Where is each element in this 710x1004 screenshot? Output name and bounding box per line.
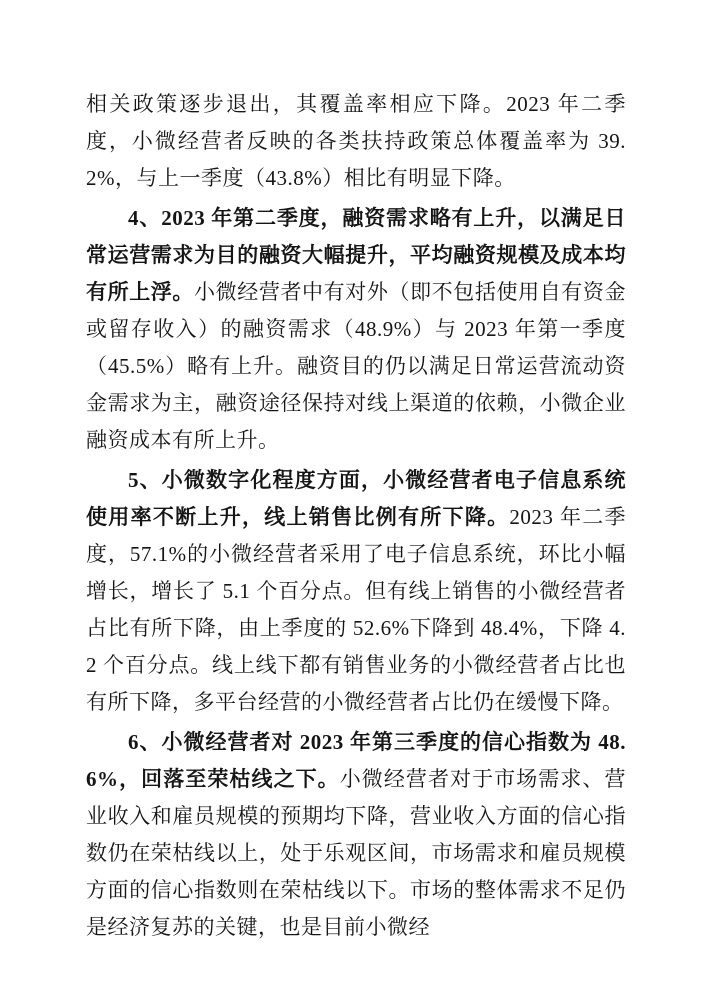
paragraph-4-financing-demand <box>86 200 626 459</box>
bold-text-run: 6、小微经营者对 2023 年第三季度的信心指数为 48.6%，回落至荣枯线之下。 <box>86 730 626 791</box>
bold-text-run: 5、小微数字化程度方面，小微经营者电子信息系统使用率不断上升，线上销售比例有所下降。 <box>86 468 626 529</box>
paragraph-policy-coverage-continuation <box>86 86 626 197</box>
text-run: 相关政策逐步退出，其覆盖率相应下降。2023 年二季度，小微经营者反映的各类扶持政策总体覆盖率为 39.2%，与上一季度（43.8%）相比有明显下降。 <box>86 92 626 190</box>
bold-text-run: 4、2023 年第二季度，融资需求略有上升，以满足日常运营需求为目的融资大幅提升，平均融资规模及成本均有所上浮。 <box>86 206 626 304</box>
text-block <box>86 86 626 949</box>
text-run: 小微经营者中有对外（即不包括使用自有资金或留存收入）的融资需求（48.9%）与 2023 年第一季度（45.5%）略有上升。融资目的仍以满足日常运营流动资金需求为主，融资途径保持对线上渠道的依赖，小微企业融资成本有所上升。 <box>86 280 627 452</box>
paragraph-5-digitalization <box>86 462 626 721</box>
text-run: 小微经营者对于市场需求、营业收入和雇员规模的预期均下降，营业收入方面的信心指数仍在荣枯线以上，处于乐观区间，市场需求和雇员规模方面的信心指数则在荣枯线以下。市场的整体需求不足仍是经济复苏的关键，也是目前小微经 <box>86 767 627 939</box>
paragraph-6-confidence-index <box>86 724 626 946</box>
text-run: 2023 年二季度，57.1%的小微经营者采用了电子信息系统，环比小幅增长，增长了 5.1 个百分点。但有线上销售的小微经营者占比有所下降，由上季度的 52.6%下降到 48.4%，下降 4.2 个百分点。线上线下都有销售业务的小微经营者占比也有所下降，多平台经营的小微经营者占比仍在缓慢下降。 <box>86 505 627 714</box>
